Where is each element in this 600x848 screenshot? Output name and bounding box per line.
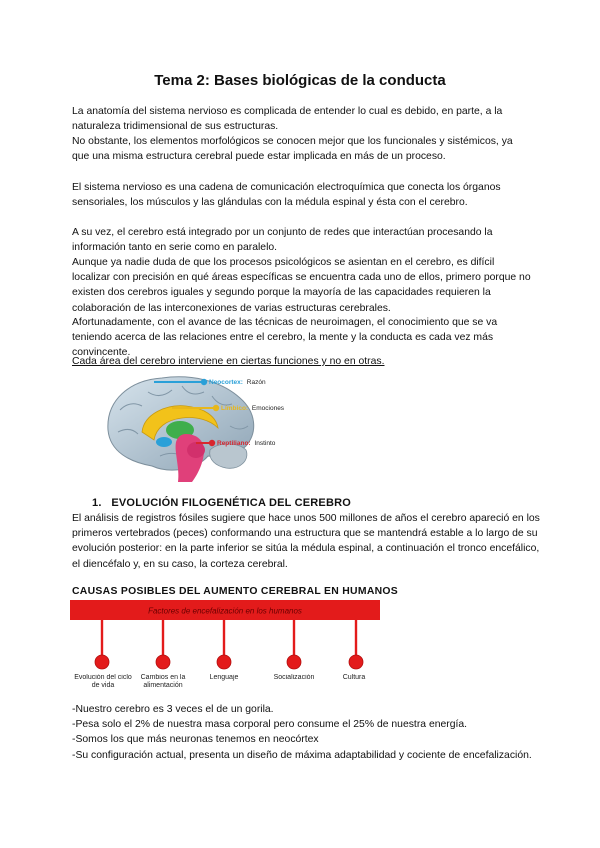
label-neocortex [209,379,266,386]
factors-banner-text: Factores de encefalización en los humanos [148,606,302,616]
localization-paragraph: Aunque ya nadie duda de que los procesos psicológicos se asientan en el cerebro, es difícil localizar con precisión en qué áreas específicas se encuentra cada uno de ellos, primero porque no existen dos cerebros iguales y segundo porque la mayoría de las capacidades requieren la colaboración de las interconexiones de varias estructuras cerebrales. [72,257,531,314]
section-number: 1. [92,497,102,509]
causes-title: CAUSAS POSIBLES DEL AUMENTO CEREBRAL EN HUMANOS [72,586,399,597]
triune-brain-figure [100,370,300,482]
label-limbic [221,405,285,412]
section-heading [92,497,351,509]
brain-areas-sentence: Cada área del cerebro interviene en ciertas funciones y no en otras. [72,356,385,367]
fact-item: -Nuestro cerebro es 3 veces el de un gorila. [72,704,274,715]
fact-item: -Somos los que más neuronas tenemos en neocórtex [72,734,319,746]
neocortex-dot [201,379,207,385]
neuroimaging-paragraph: Afortunadamente, con el avance de las técnicas de neuroimagen, el conocimiento que se va teniendo acerca de las relaciones entre el cerebro, la mente y la conducta es cada vez más convincente. [72,317,498,359]
brainstem-shape [176,434,204,482]
factor-dot-4 [287,655,301,669]
fact-item: -Pesa solo el 2% de nuestra masa corporal pero consume el 25% de nuestra energía. [72,719,468,731]
brain-facts-list [72,702,542,763]
section-paragraph: El análisis de registros fósiles sugiere que hace unos 500 millones de años el cerebro apareció en los primeros vertebrados (peces) conformando una estructura que se mantendrá estable a lo largo de su evolución posterior: en la parte inferior se sitúa la médula espinal, a continuación el tronco encefálico, el diencéfalo y, en su caso, la corteza cerebral. [72,513,540,570]
label-reptilian-desc: Instinto [254,440,276,447]
limbic-dot [213,405,219,411]
label-reptilian [217,440,276,447]
fact-item: -Su configuración actual, presenta un diseño de máxima adaptabilidad y cociente de encefalización. [72,749,532,761]
factor-dot-2 [156,655,170,669]
factor-dot-3 [217,655,231,669]
morphology-paragraph: No obstante, los elementos morfológicos se conocen mejor que los funcionales y sistémicos, ya que una misma estructura cerebral puede estar implicada en más de un proceso. [72,136,513,163]
section-title: EVOLUCIÓN FILOGENÉTICA DEL CEREBRO [111,497,352,509]
intro-paragraph: La anatomía del sistema nervioso es complicada de entender lo cual es debido, en parte, a la naturaleza tridimensional de sus estructuras. [72,106,503,133]
factor-label-2: Cambios en la alimentación [140,674,186,689]
factor-label-5: Cultura [342,674,366,681]
label-limbic-name: Límbico: [221,405,249,412]
cerebellum-shape [210,444,247,468]
label-limbic-desc: Emociones [251,405,285,412]
label-neocortex-desc: Razón [246,379,266,386]
factor-dot-5 [349,655,363,669]
networks-paragraph: A su vez, el cerebro está integrado por un conjunto de redes que interactúan procesando la información tanto en serie como en paralelo. [72,227,493,254]
label-reptilian-name: Reptiliano: [217,440,251,447]
factor-label-4: Socialización [273,674,315,681]
pons-shape [187,442,205,458]
factor-label-3: Lenguaje [209,674,239,681]
reptilian-dot [209,440,215,446]
hippocampus-shape [156,437,172,447]
encephalization-diagram [70,600,380,700]
nervous-system-paragraph: El sistema nervioso es una cadena de comunicación electroquímica que conecta los órganos sensoriales, los músculos y las glándulas con la médula espinal y ésta con el cerebro. [72,182,501,209]
factor-label-1: Evolución del ciclo de vida [74,674,132,689]
label-neocortex-name: Neocortex: [209,379,243,386]
page-title: Tema 2: Bases biológicas de la conducta [154,72,446,89]
factor-dot-1 [95,655,109,669]
